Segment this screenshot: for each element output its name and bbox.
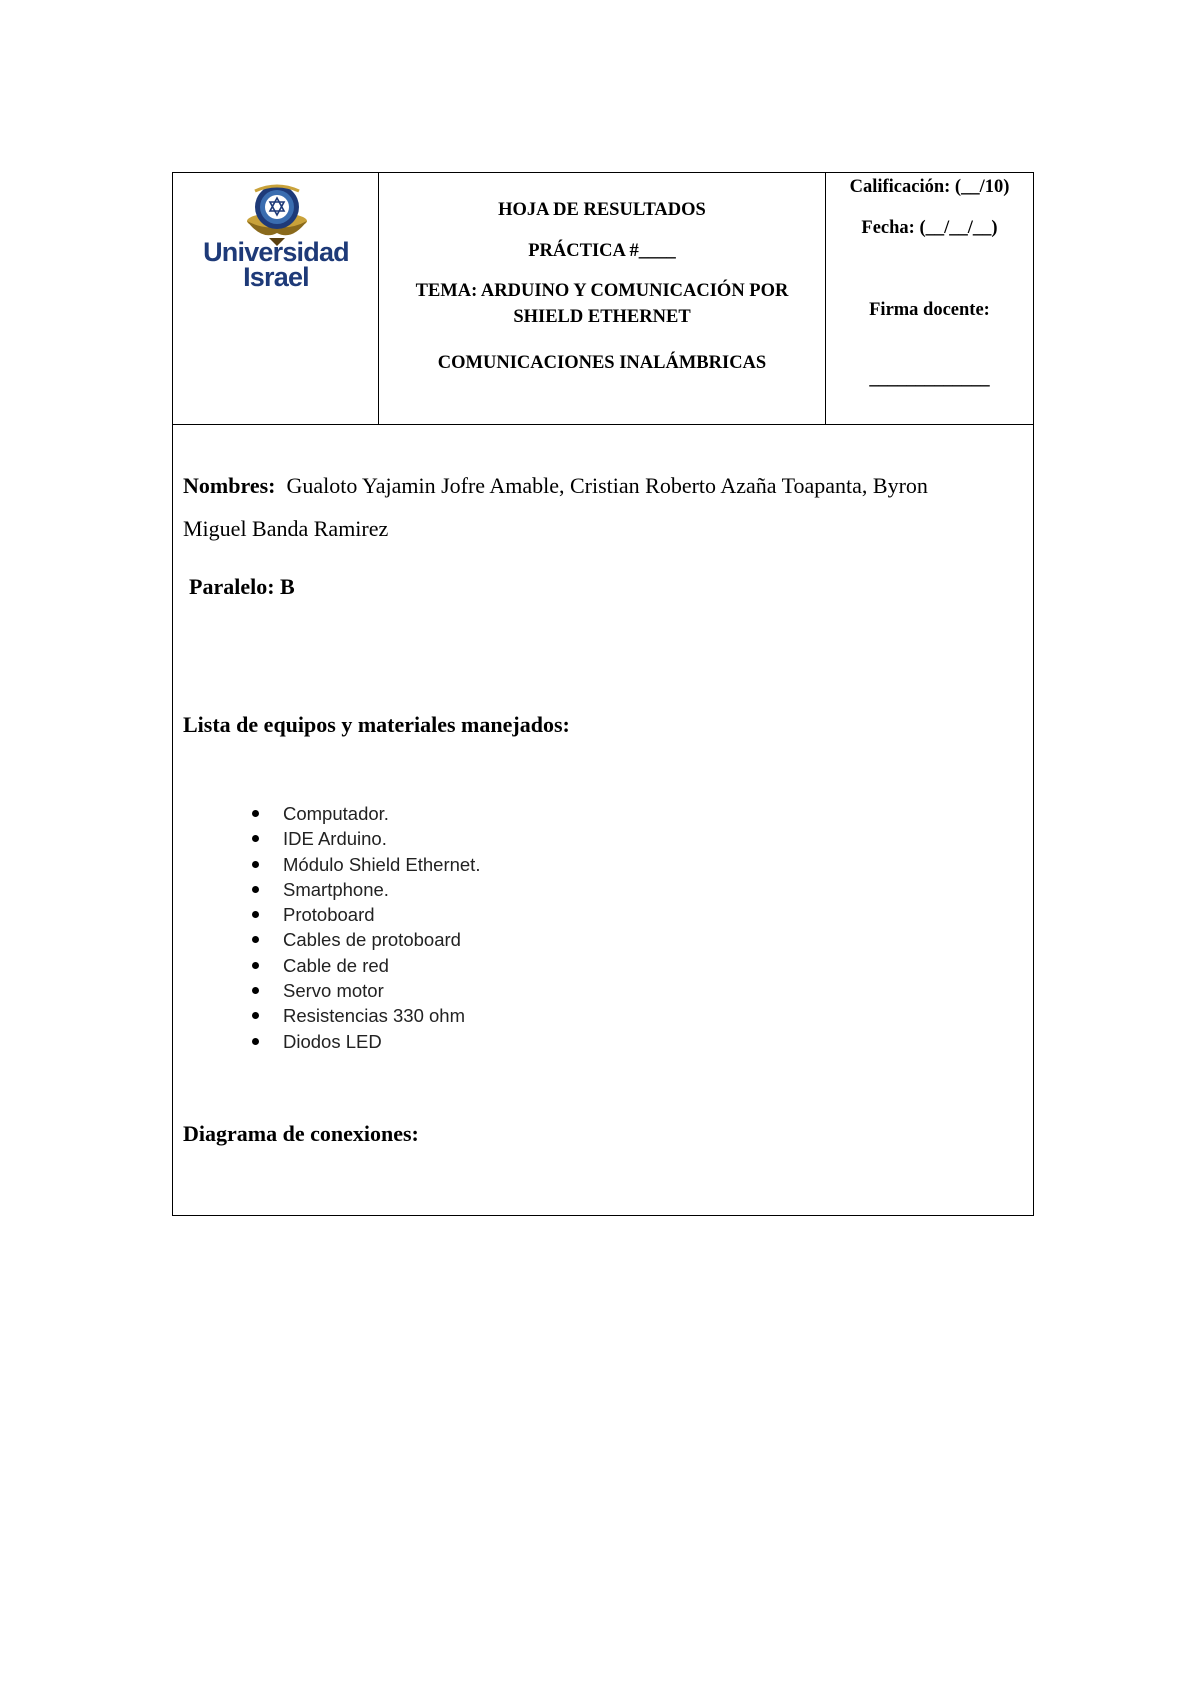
list-item: Diodos LED bbox=[249, 1029, 480, 1054]
list-item: IDE Arduino. bbox=[249, 826, 480, 851]
list-item: Protoboard bbox=[249, 902, 480, 927]
list-item: Módulo Shield Ethernet. bbox=[249, 852, 480, 877]
diagram-heading: Diagrama de conexiones: bbox=[183, 1121, 419, 1146]
logo-text-israel: Israel bbox=[243, 262, 309, 292]
sheet-title: HOJA DE RESULTADOS bbox=[498, 200, 706, 220]
names-line-1 bbox=[183, 473, 928, 499]
names-line-2: Miguel Banda Ramirez bbox=[183, 516, 389, 541]
paralelo-value: B bbox=[280, 574, 295, 599]
practice-number: PRÁCTICA #____ bbox=[528, 241, 676, 261]
list-item: Cables de protoboard bbox=[249, 927, 480, 952]
names-value: Gualoto Yajamin Jofre Amable, Cristian Roberto Azaña Toapanta, Byron bbox=[275, 473, 928, 498]
results-sheet-table bbox=[172, 172, 1034, 1216]
paralelo-label: Paralelo: bbox=[189, 574, 275, 599]
equipment-list bbox=[249, 801, 480, 1054]
header-row bbox=[173, 173, 1033, 425]
signature-line: _____________ bbox=[869, 369, 990, 389]
course-name: COMUNICACIONES INALÁMBRICAS bbox=[437, 353, 767, 373]
grade-field: Calificación: (__/10) bbox=[849, 177, 1010, 197]
topic-line-1: TEMA: ARDUINO Y COMUNICACIÓN POR bbox=[415, 281, 789, 301]
list-item: Resistencias 330 ohm bbox=[249, 1003, 480, 1028]
title-cell bbox=[379, 173, 826, 424]
list-item: Servo motor bbox=[249, 978, 480, 1003]
logo-text-universidad: Universidad bbox=[203, 237, 349, 267]
grade-cell bbox=[826, 173, 1033, 424]
logo-cell bbox=[173, 173, 379, 424]
topic-line-2: SHIELD ETHERNET bbox=[513, 307, 691, 327]
paralelo-line bbox=[189, 574, 295, 600]
list-item: Cable de red bbox=[249, 953, 480, 978]
list-item: Smartphone. bbox=[249, 877, 480, 902]
equipment-heading: Lista de equipos y materiales manejados: bbox=[183, 712, 570, 737]
date-field: Fecha: (__/__/__) bbox=[861, 218, 998, 238]
names-label: Nombres: bbox=[183, 473, 276, 498]
list-item: Computador. bbox=[249, 801, 480, 826]
teacher-signature-label: Firma docente: bbox=[869, 300, 990, 320]
